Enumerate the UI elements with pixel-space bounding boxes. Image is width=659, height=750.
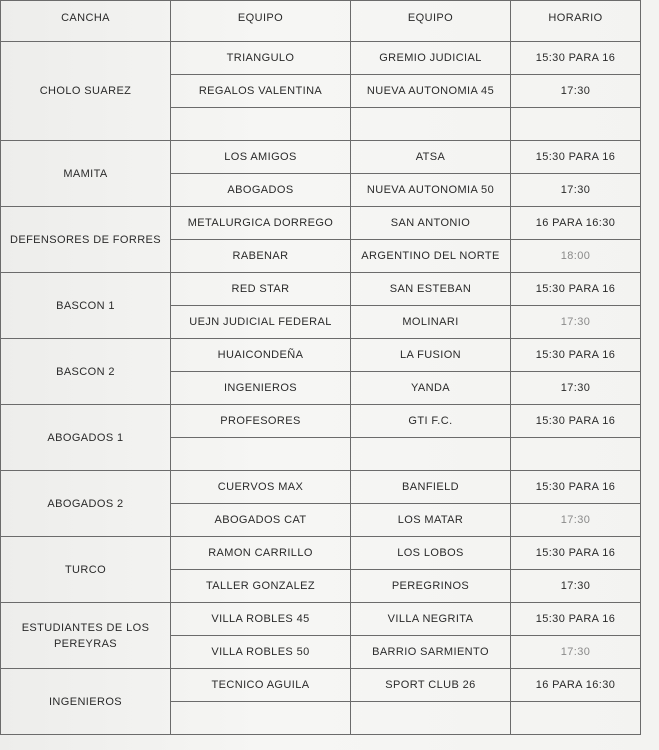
equipo2-cell: LOS LOBOS — [351, 537, 511, 570]
cancha-cell: CHOLO SUAREZ — [1, 42, 171, 141]
header-cancha: CANCHA — [1, 1, 171, 42]
header-equipo-2: EQUIPO — [351, 1, 511, 42]
equipo1-cell: HUAICONDEÑA — [171, 339, 351, 372]
equipo1-cell: ABOGADOS — [171, 174, 351, 207]
equipo2-cell: LA FUSION — [351, 339, 511, 372]
cancha-cell: BASCON 1 — [1, 273, 171, 339]
equipo1-cell: INGENIEROS — [171, 372, 351, 405]
equipo1-cell: VILLA ROBLES 50 — [171, 636, 351, 669]
equipo1-cell: ABOGADOS CAT — [171, 504, 351, 537]
equipo2-cell: MOLINARI — [351, 306, 511, 339]
horario-cell — [511, 702, 641, 735]
equipo1-cell — [171, 702, 351, 735]
equipo2-cell — [351, 108, 511, 141]
equipo2-cell: NUEVA AUTONOMIA 45 — [351, 75, 511, 108]
horario-cell: 16 PARA 16:30 — [511, 207, 641, 240]
equipo2-cell: BARRIO SARMIENTO — [351, 636, 511, 669]
cancha-cell: MAMITA — [1, 141, 171, 207]
header-horario: HORARIO — [511, 1, 641, 42]
equipo1-cell: TRIANGULO — [171, 42, 351, 75]
table-row — [1, 42, 641, 75]
horario-cell: 15:30 PARA 16 — [511, 471, 641, 504]
equipo1-cell: REGALOS VALENTINA — [171, 75, 351, 108]
horario-cell: 18:00 — [511, 240, 641, 273]
horario-cell: 17:30 — [511, 75, 641, 108]
equipo2-cell: ARGENTINO DEL NORTE — [351, 240, 511, 273]
table-row — [1, 537, 641, 570]
equipo1-cell: PROFESORES — [171, 405, 351, 438]
table-row — [1, 141, 641, 174]
cancha-cell: BASCON 2 — [1, 339, 171, 405]
table-row — [1, 207, 641, 240]
equipo2-cell: LOS MATAR — [351, 504, 511, 537]
cancha-cell: INGENIEROS — [1, 669, 171, 735]
equipo2-cell: SAN ANTONIO — [351, 207, 511, 240]
horario-cell: 17:30 — [511, 306, 641, 339]
table-row — [1, 669, 641, 702]
equipo2-cell: ATSA — [351, 141, 511, 174]
equipo1-cell — [171, 438, 351, 471]
equipo1-cell: RED STAR — [171, 273, 351, 306]
equipo2-cell: SAN ESTEBAN — [351, 273, 511, 306]
equipo2-cell — [351, 702, 511, 735]
horario-cell: 17:30 — [511, 372, 641, 405]
horario-cell: 15:30 PARA 16 — [511, 42, 641, 75]
equipo1-cell — [171, 108, 351, 141]
equipo1-cell: CUERVOS MAX — [171, 471, 351, 504]
equipo1-cell: UEJN JUDICIAL FEDERAL — [171, 306, 351, 339]
equipo2-cell: YANDA — [351, 372, 511, 405]
cancha-cell: DEFENSORES DE FORRES — [1, 207, 171, 273]
equipo1-cell: RABENAR — [171, 240, 351, 273]
equipo2-cell: NUEVA AUTONOMIA 50 — [351, 174, 511, 207]
horario-cell — [511, 438, 641, 471]
equipo1-cell: METALURGICA DORREGO — [171, 207, 351, 240]
horario-cell: 15:30 PARA 16 — [511, 603, 641, 636]
horario-cell: 15:30 PARA 16 — [511, 273, 641, 306]
table-row — [1, 273, 641, 306]
horario-cell: 17:30 — [511, 174, 641, 207]
header-equipo-1: EQUIPO — [171, 1, 351, 42]
table-row — [1, 471, 641, 504]
equipo1-cell: VILLA ROBLES 45 — [171, 603, 351, 636]
table-row — [1, 405, 641, 438]
equipo1-cell: LOS AMIGOS — [171, 141, 351, 174]
equipo2-cell: BANFIELD — [351, 471, 511, 504]
horario-cell: 15:30 PARA 16 — [511, 537, 641, 570]
cancha-cell: TURCO — [1, 537, 171, 603]
horario-cell: 15:30 PARA 16 — [511, 141, 641, 174]
horario-cell: 15:30 PARA 16 — [511, 339, 641, 372]
cancha-cell: ABOGADOS 2 — [1, 471, 171, 537]
cancha-cell: ABOGADOS 1 — [1, 405, 171, 471]
cancha-cell: ESTUDIANTES DE LOS PEREYRAS — [1, 603, 171, 669]
table-row — [1, 603, 641, 636]
equipo2-cell: SPORT CLUB 26 — [351, 669, 511, 702]
table-body — [1, 42, 641, 735]
equipo2-cell: PEREGRINOS — [351, 570, 511, 603]
equipo2-cell: VILLA NEGRITA — [351, 603, 511, 636]
equipo1-cell: TALLER GONZALEZ — [171, 570, 351, 603]
equipo2-cell: GTI F.C. — [351, 405, 511, 438]
horario-cell: 17:30 — [511, 570, 641, 603]
horario-cell: 17:30 — [511, 504, 641, 537]
equipo1-cell: TECNICO AGUILA — [171, 669, 351, 702]
horario-cell — [511, 108, 641, 141]
equipo1-cell: RAMON CARRILLO — [171, 537, 351, 570]
horario-cell: 17:30 — [511, 636, 641, 669]
table-row — [1, 339, 641, 372]
horario-cell: 15:30 PARA 16 — [511, 405, 641, 438]
horario-cell: 16 PARA 16:30 — [511, 669, 641, 702]
equipo2-cell: GREMIO JUDICIAL — [351, 42, 511, 75]
equipo2-cell — [351, 438, 511, 471]
header-row — [1, 1, 641, 42]
